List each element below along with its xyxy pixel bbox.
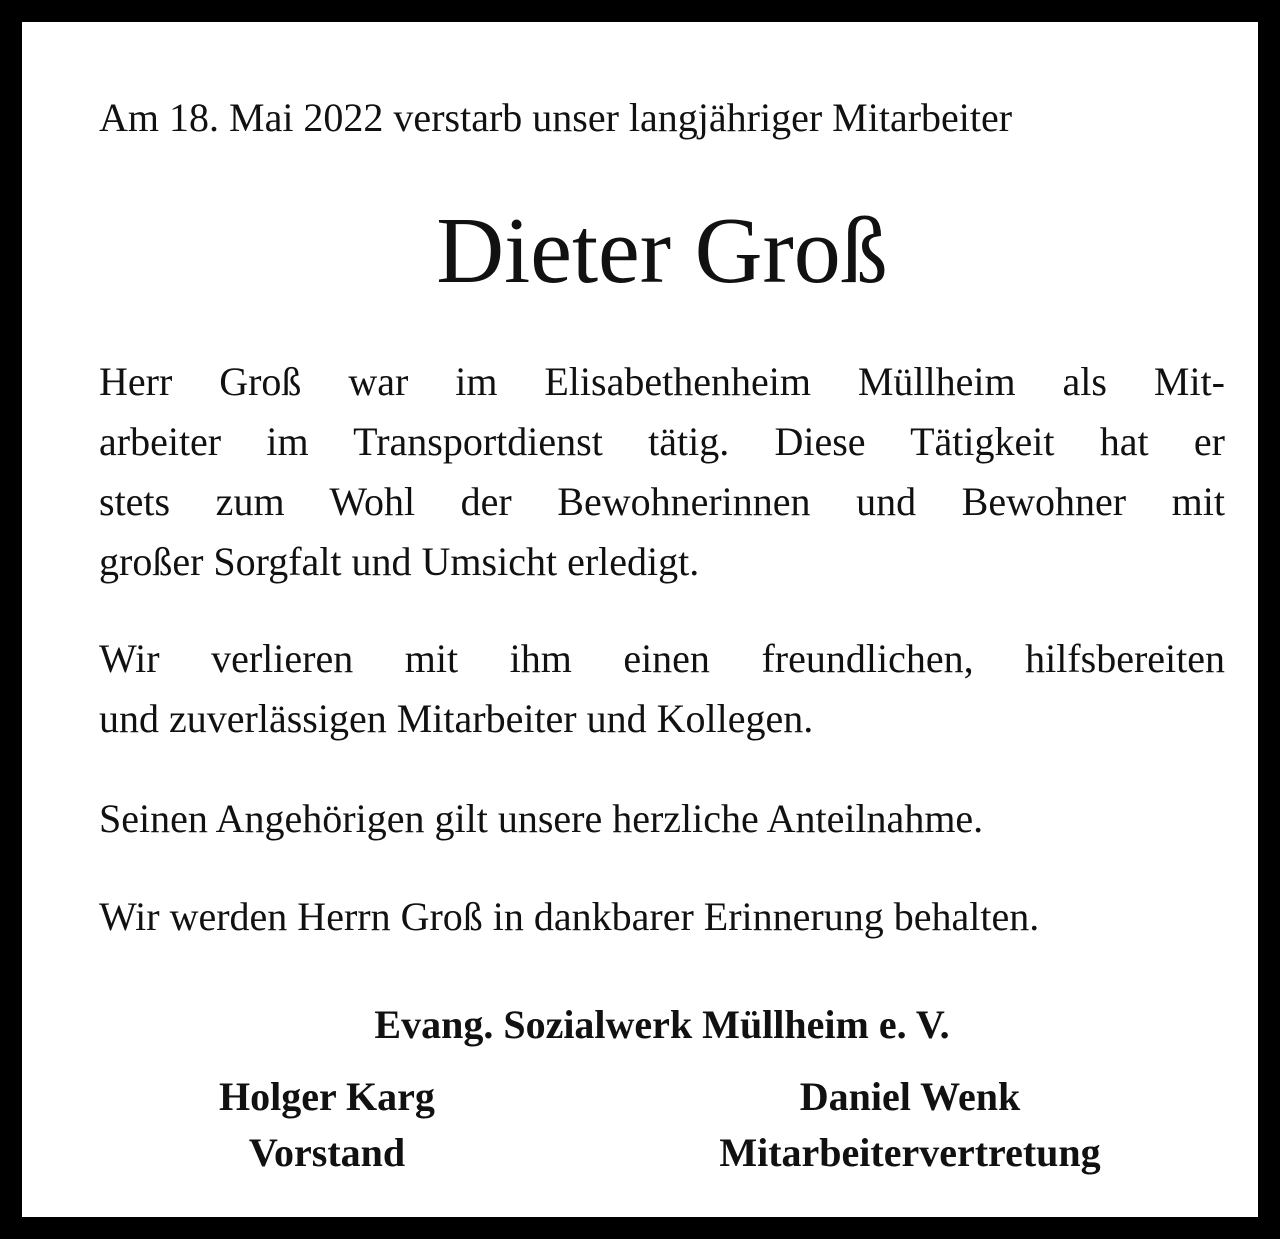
deceased-name: Dieter Groß — [436, 199, 888, 303]
intro-line: Am 18. Mai 2022 verstarb unser langjähriger Mitarbeiter — [99, 95, 1013, 140]
signatory-name: Holger Karg — [219, 1074, 435, 1119]
paragraph-loss — [99, 629, 1225, 749]
paragraph-condolence-line: Seinen Angehörigen gilt unsere herzliche Anteilnahme. — [99, 796, 984, 841]
paragraph-loss-line: Wir verlieren mit ihm einen freundlichen, hilfsbereiten — [99, 636, 1225, 681]
paragraph-role-line: Herr Groß war im Elisabethenheim Müllheim als Mit- — [99, 359, 1225, 404]
paragraph-role-line: stets zum Wohl der Bewohnerinnen und Bewohner mit — [99, 479, 1225, 524]
signatory-role: Mitarbeitervertretung — [719, 1130, 1101, 1175]
organization-name: Evang. Sozialwerk Müllheim e. V. — [374, 1002, 950, 1047]
paragraph-remembrance — [99, 887, 1225, 947]
signatory-name: Daniel Wenk — [799, 1074, 1021, 1119]
paragraph-role-line: großer Sorgfalt und Umsicht erledigt. — [99, 539, 700, 584]
signatory-right — [660, 1069, 1160, 1181]
paragraph-role — [99, 352, 1225, 592]
paragraph-condolence — [99, 789, 1225, 849]
paragraph-remembrance-line: Wir werden Herrn Groß in dankbarer Erinnerung behalten. — [99, 894, 1040, 939]
signatory-left — [127, 1069, 527, 1181]
paragraph-role-line: arbeiter im Transportdienst tätig. Diese Tätigkeit hat er — [99, 419, 1225, 464]
paragraph-loss-line: und zuverlässigen Mitarbeiter und Kollegen. — [99, 696, 814, 741]
signatory-role: Vorstand — [248, 1130, 406, 1175]
